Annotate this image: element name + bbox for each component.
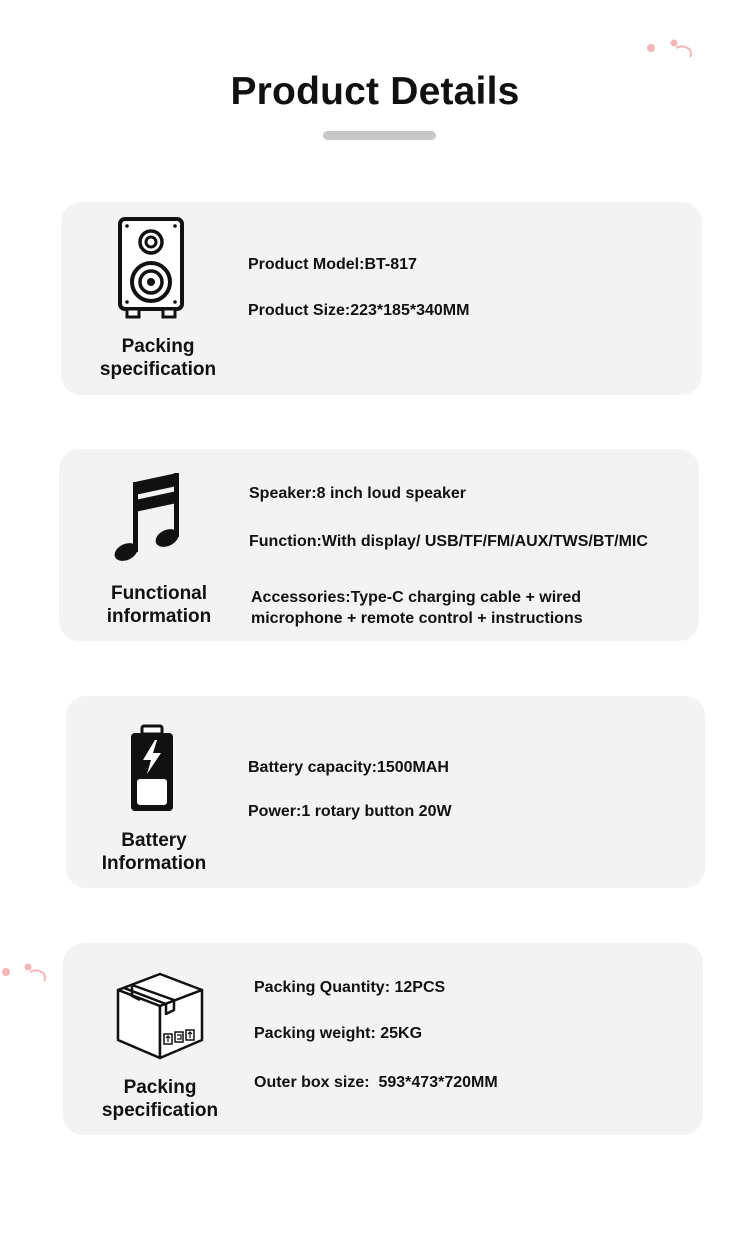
page-title: Product Details xyxy=(230,70,520,113)
info-line: Packing Quantity: 12PCS xyxy=(254,979,446,996)
card-caption: Packing specification xyxy=(99,336,217,380)
card-caption: Functional information xyxy=(106,583,212,627)
info-line: Packing weight: 25KG xyxy=(254,1025,423,1042)
speaker-icon xyxy=(117,216,185,320)
card-caption: Packing specification xyxy=(101,1077,219,1121)
info-line: Outer box size: 593*473*720MM xyxy=(254,1074,498,1091)
info-line: Speaker:8 inch loud speaker xyxy=(249,485,466,502)
info-line: Battery capacity:1500MAH xyxy=(248,759,449,776)
title-underline xyxy=(323,131,436,140)
decor-dots-icon xyxy=(0,960,56,984)
battery-charging-icon xyxy=(128,724,176,814)
info-line: Accessories:Type-C charging cable + wired microphone + remote control + instructions xyxy=(251,589,583,627)
info-line: Power:1 rotary button 20W xyxy=(248,803,452,820)
music-note-icon xyxy=(113,470,183,564)
decor-dots-icon xyxy=(642,38,698,60)
package-box-icon xyxy=(114,970,206,1062)
info-line: Product Size:223*185*340MM xyxy=(248,302,470,319)
info-line: Product Model:BT-817 xyxy=(248,256,417,273)
info-line: Function:With display/ USB/TF/FM/AUX/TWS/BT/MIC xyxy=(249,533,648,550)
card-caption: Battery Information xyxy=(101,830,207,874)
